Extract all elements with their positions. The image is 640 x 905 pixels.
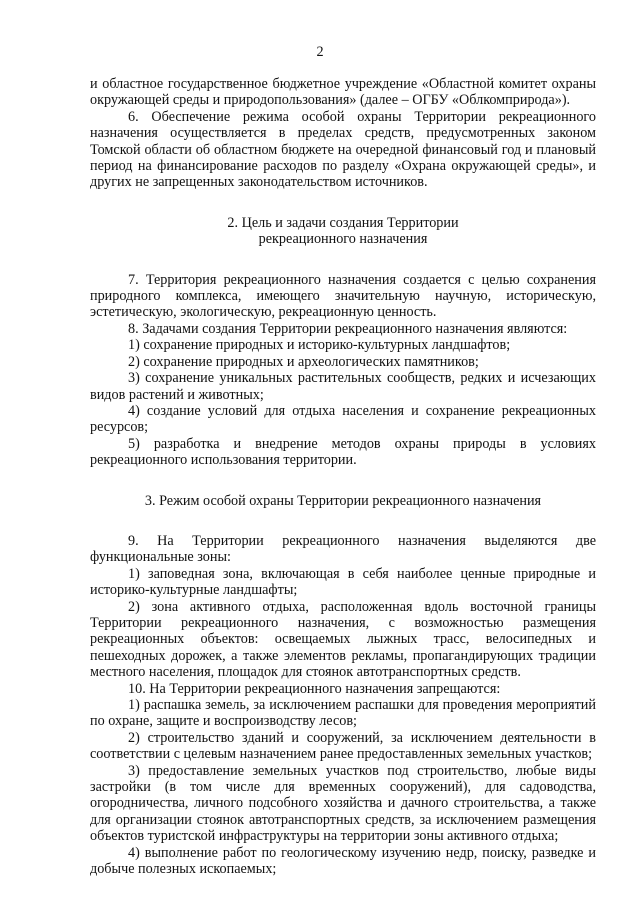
paragraph: 1) распашка земель, за исключением распашки для проведения мероприятий по охране, защите и воспроизводству лесов; xyxy=(90,697,596,730)
paragraph: 4) создание условий для отдыха населения и сохранение рекреационных ресурсов; xyxy=(90,402,596,436)
paragraph: 2) сохранение природных и археологических памятников; xyxy=(128,353,479,370)
paragraph: 2) строительство зданий и сооружений, за исключением деятельности в соответствии с целевым назначением ранее предоставленных земельных участков; xyxy=(90,729,596,763)
section-gap xyxy=(90,509,596,533)
section-heading: рекреационного назначения xyxy=(258,231,428,248)
section-gap xyxy=(90,469,596,493)
paragraph: 10. На Территории рекреационного назначения запрещаются: xyxy=(128,680,501,697)
paragraph: 2) зона активного отдыха, расположенная вдоль восточной границы Территории рекреационного назначения, с возможностью размещения рекреационных объектов: освещаемых лыжных трасс, велосипедных и пешеходных дорожек, а также элементов рекламы, пропагандирующих традиции местного населения, площадок для стоянок автотранспортных средств. xyxy=(90,598,596,681)
paragraph: 9. На Территории рекреационного назначения выделяются две функциональные зоны: xyxy=(90,532,596,566)
section-heading: 3. Режим особой охраны Территории рекреационного назначения xyxy=(144,492,542,509)
paragraph: 7. Территория рекреационного назначения создается с целью сохранения природного комплекса, имеющего значительную научную, историческую, эстетическую, экологическую, рекреационную ценность. xyxy=(90,271,596,321)
section-gap xyxy=(90,191,596,215)
paragraph: 5) разработка и внедрение методов охраны природы в условиях рекреационного использования территории. xyxy=(90,435,596,469)
paragraph: 4) выполнение работ по геологическому изучению недр, поиску, разведке и добыче полезных ископаемых; xyxy=(90,844,596,878)
paragraph: 6. Обеспечение режима особой охраны Территории рекреационного назначения осуществляется в пределах средств, предусмотренных законом Томской области об областном бюджете на очередной финансовый год и плановый период на финансирование расходов по разделу «Охрана окружающей среды», и других не запрещенных законодательством источников. xyxy=(90,108,596,191)
page-number: 2 xyxy=(316,44,324,60)
document-body xyxy=(90,76,596,877)
paragraph: 1) заповедная зона, включающая в себя наиболее ценные природные и историко-культурные ландшафты; xyxy=(90,565,596,599)
section-gap xyxy=(90,248,596,272)
paragraph: 8. Задачами создания Территории рекреационного назначения являются: xyxy=(128,320,568,337)
paragraph: 3) предоставление земельных участков под строительство, любые виды застройки (в том числе для временных сооружений), для садоводства, огородничества, личного подсобного хозяйства и дачного строительства, а также для организации стоянок автотранспортных средств, за исключением размещения объектов туристской инфраструктуры на территории зоны активного отдыха; xyxy=(90,762,596,845)
paragraph: 3) сохранение уникальных растительных сообществ, редких и исчезающих видов растений и животных; xyxy=(90,370,596,403)
section-heading: 2. Цель и задачи создания Территории xyxy=(227,214,459,231)
paragraph: и областное государственное бюджетное учреждение «Областной комитет охраны окружающей среды и природопользования» (далее – ОГБУ «Облкомприрода»). xyxy=(90,76,596,109)
paragraph: 1) сохранение природных и историко-культурных ландшафтов; xyxy=(128,337,511,354)
